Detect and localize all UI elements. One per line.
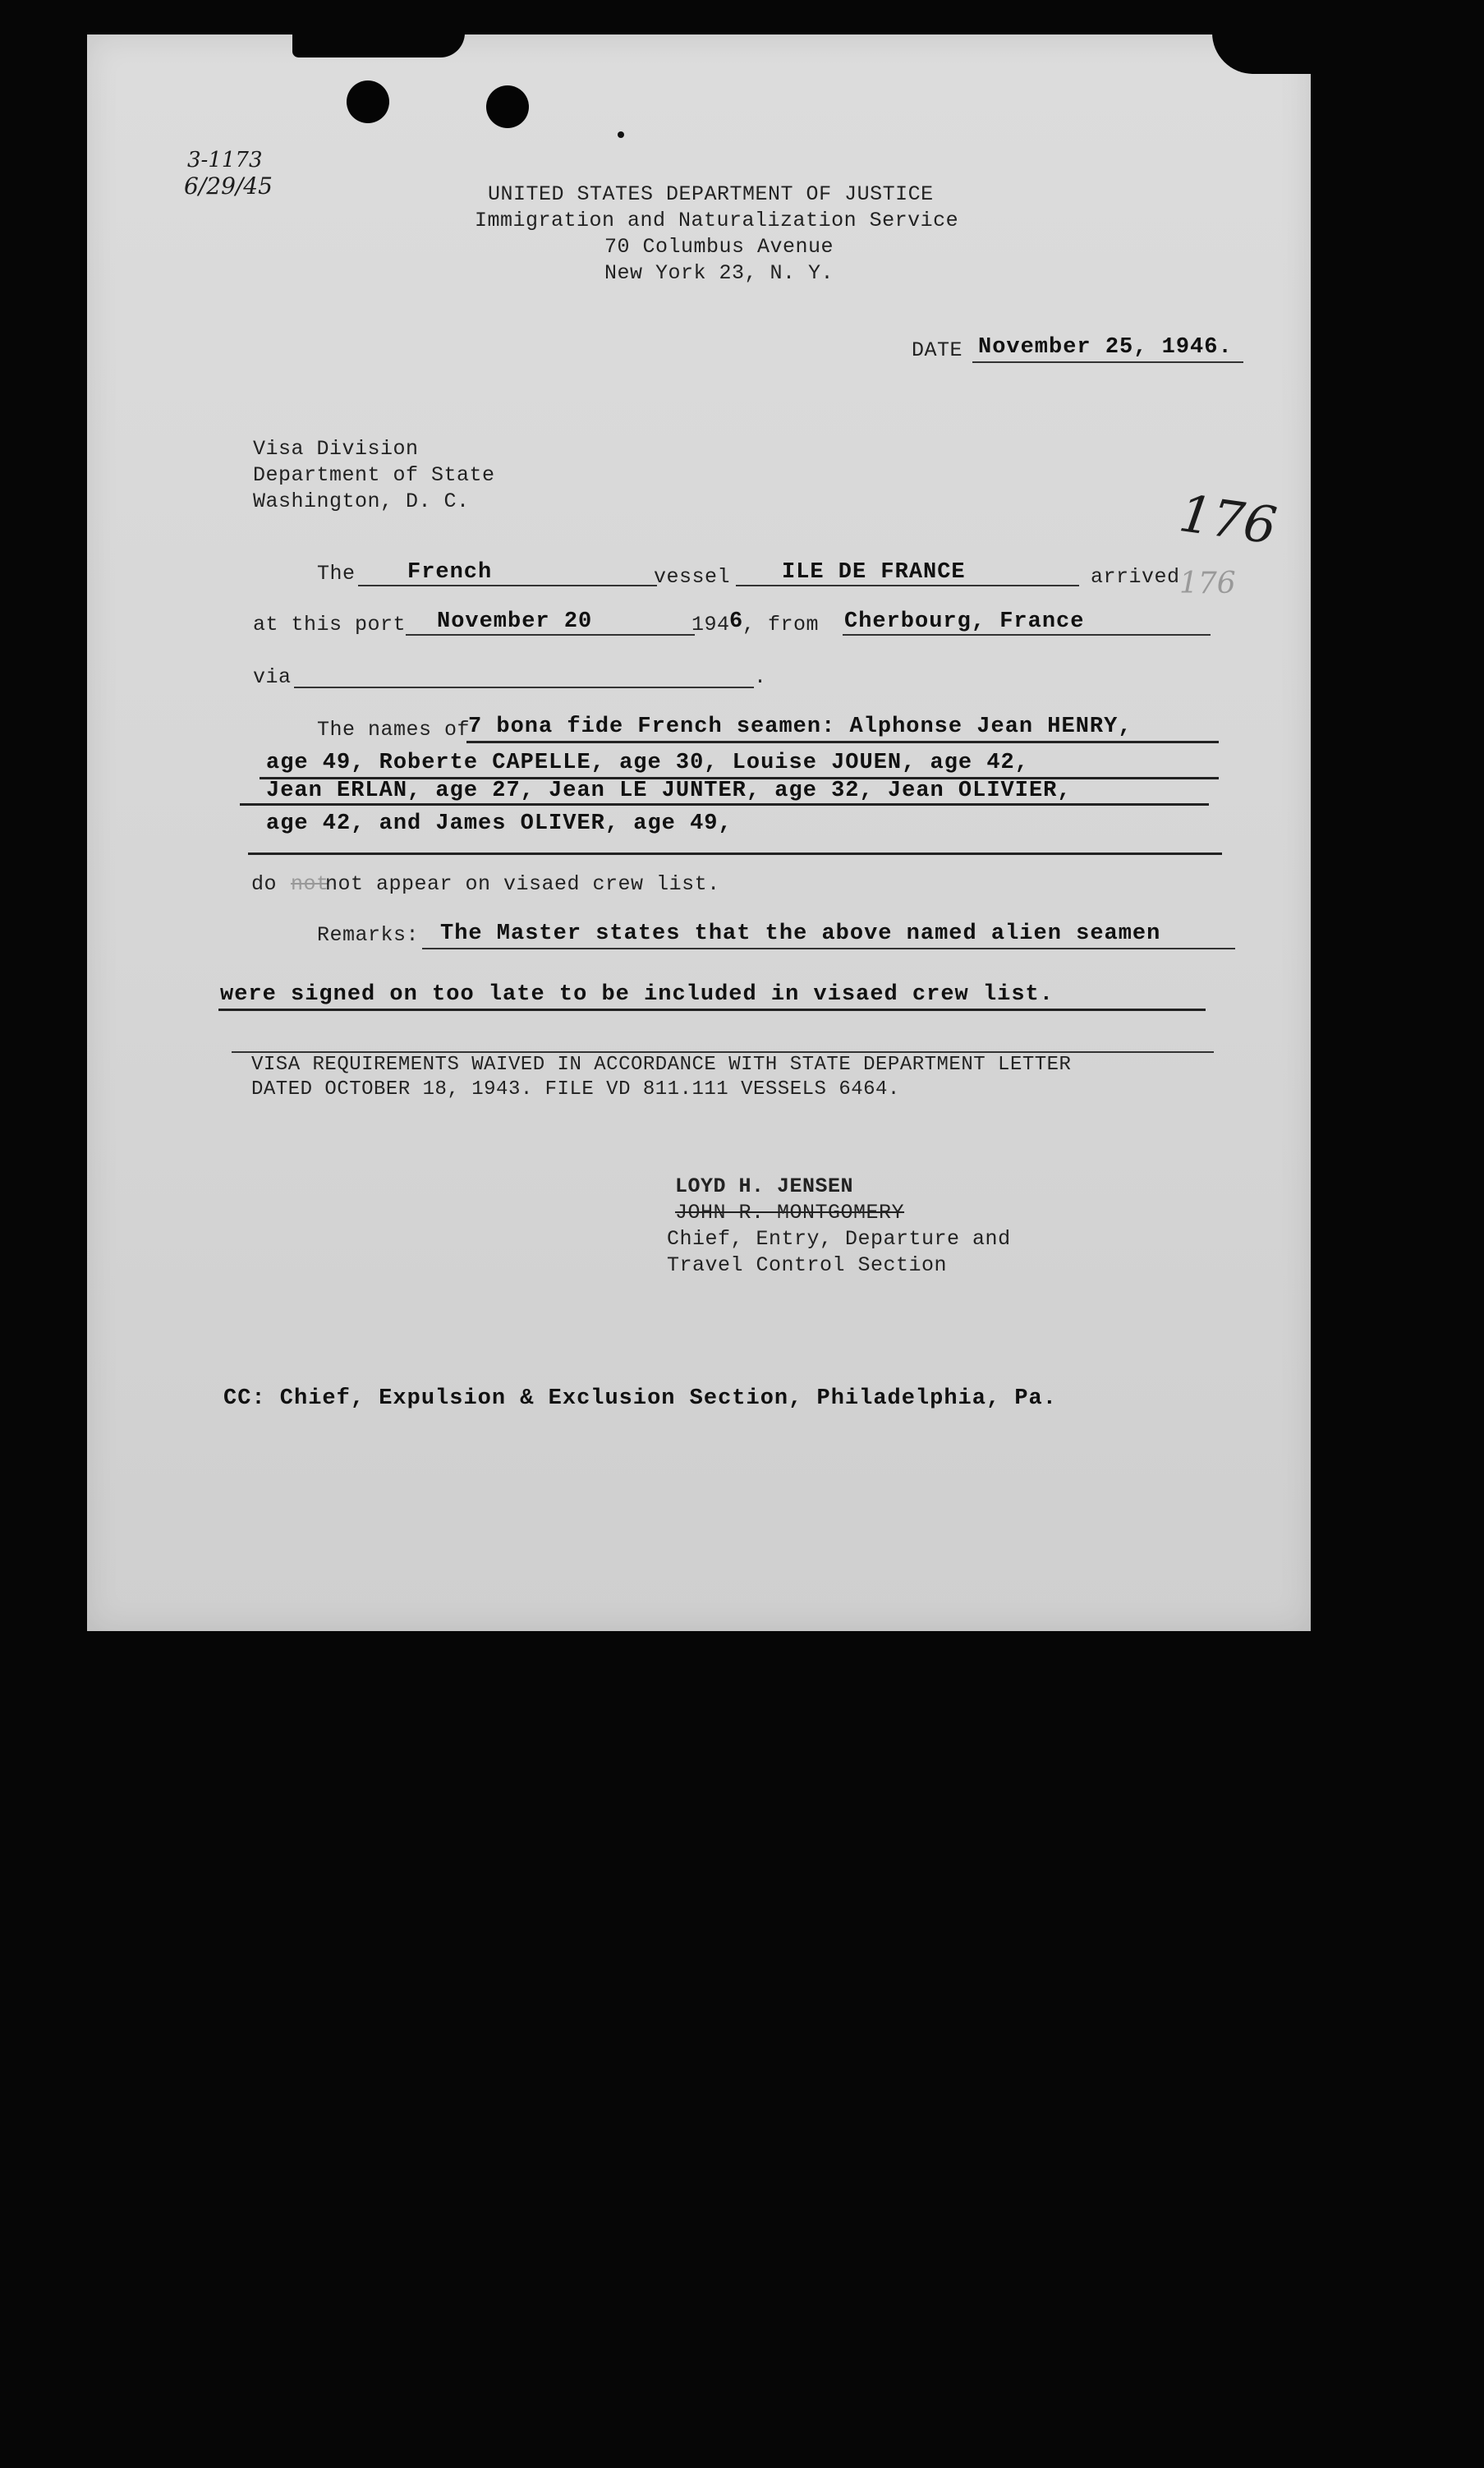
the-label: The [317,562,356,586]
nationality-underline [358,585,657,586]
punch-hole-right [486,85,529,128]
arrival-date-underline [406,634,695,636]
file-code: 3-1173 [187,148,263,172]
waiver-line-1: VISA REQUIREMENTS WAIVED IN ACCORDANCE WITH STATE DEPARTMENT LETTER [251,1054,1072,1076]
remarks-line-1: The Master states that the above named alien seamen [440,921,1161,946]
signer-title-1: Chief, Entry, Departure and [667,1227,1011,1251]
cc-line: CC: Chief, Expulsion & Exclusion Section, Philadelphia, Pa. [223,1386,1057,1411]
year-prefix: 194 [691,613,730,637]
via-end: . [754,665,767,689]
addressee-division: Visa Division [253,437,419,461]
remarks-underline-2 [218,1009,1206,1011]
remarks-underline-1 [422,948,1235,949]
names-label: The names of [317,718,471,742]
addressee-department: Department of State [253,463,495,487]
arrived-label: arrived [1091,565,1180,589]
header-street: 70 Columbus Avenue [604,235,834,259]
vessel-name: ILE DE FRANCE [782,560,966,585]
signer-title-2: Travel Control Section [667,1253,948,1277]
remarks-label: Remarks: [317,923,420,947]
appear-prefix: do [251,872,278,896]
names-line-1: 7 bona fide French seamen: Alphonse Jean HENRY, [468,715,1133,739]
origin-underline [843,634,1211,636]
via-label: via [253,665,292,689]
paper-speck [618,131,624,138]
header-city: New York 23, N. Y. [604,261,834,285]
date-underline [972,361,1243,363]
arrival-date: November 20 [437,609,593,634]
from-label: , from [742,613,820,637]
names-underline-1 [466,741,1219,743]
names-line-2: age 49, Roberte CAPELLE, age 30, Louise JOUEN, age 42, [266,751,1029,775]
date-value: November 25, 1946. [978,335,1233,360]
header-department: UNITED STATES DEPARTMENT OF JUSTICE [488,182,934,206]
port-label: at this port [253,613,407,637]
year-suffix: 6 [729,609,744,634]
origin-port: Cherbourg, France [844,609,1085,634]
page-number: 176 [1175,483,1280,556]
vessel-nationality: French [407,560,493,585]
crossed-signer-name: JOHN R. MONTGOMERY [675,1201,905,1225]
names-line-3: Jean ERLAN, age 27, Jean LE JUNTER, age 32, Jean OLIVIER, [266,779,1072,803]
punch-hole-left [347,80,389,123]
crossed-not: not [291,872,329,896]
vessel-label: vessel [654,565,731,589]
header-service: Immigration and Naturalization Service [475,209,959,232]
file-date: 6/29/45 [184,172,273,200]
old-page-number: 176 [1179,567,1236,600]
names-line-4: age 42, and James OLIVER, age 49, [266,811,733,836]
appear-text: not appear on visaed crew list. [325,872,720,896]
signer-name: LOYD H. JENSEN [675,1174,854,1198]
remarks-line-2: were signed on too late to be included in visaed crew list. [220,982,1054,1007]
vessel-name-underline [736,585,1079,586]
document-page [87,34,1311,1631]
via-underline [294,687,754,688]
torn-corner-left [292,33,465,57]
date-label: DATE [912,338,963,362]
torn-corner-right [1212,33,1319,74]
waiver-line-2: DATED OCTOBER 18, 1943. FILE VD 811.111 VESSELS 6464. [251,1078,900,1101]
addressee-city: Washington, D. C. [253,489,470,513]
names-underline-3 [240,803,1209,806]
names-underline-4 [248,853,1222,855]
